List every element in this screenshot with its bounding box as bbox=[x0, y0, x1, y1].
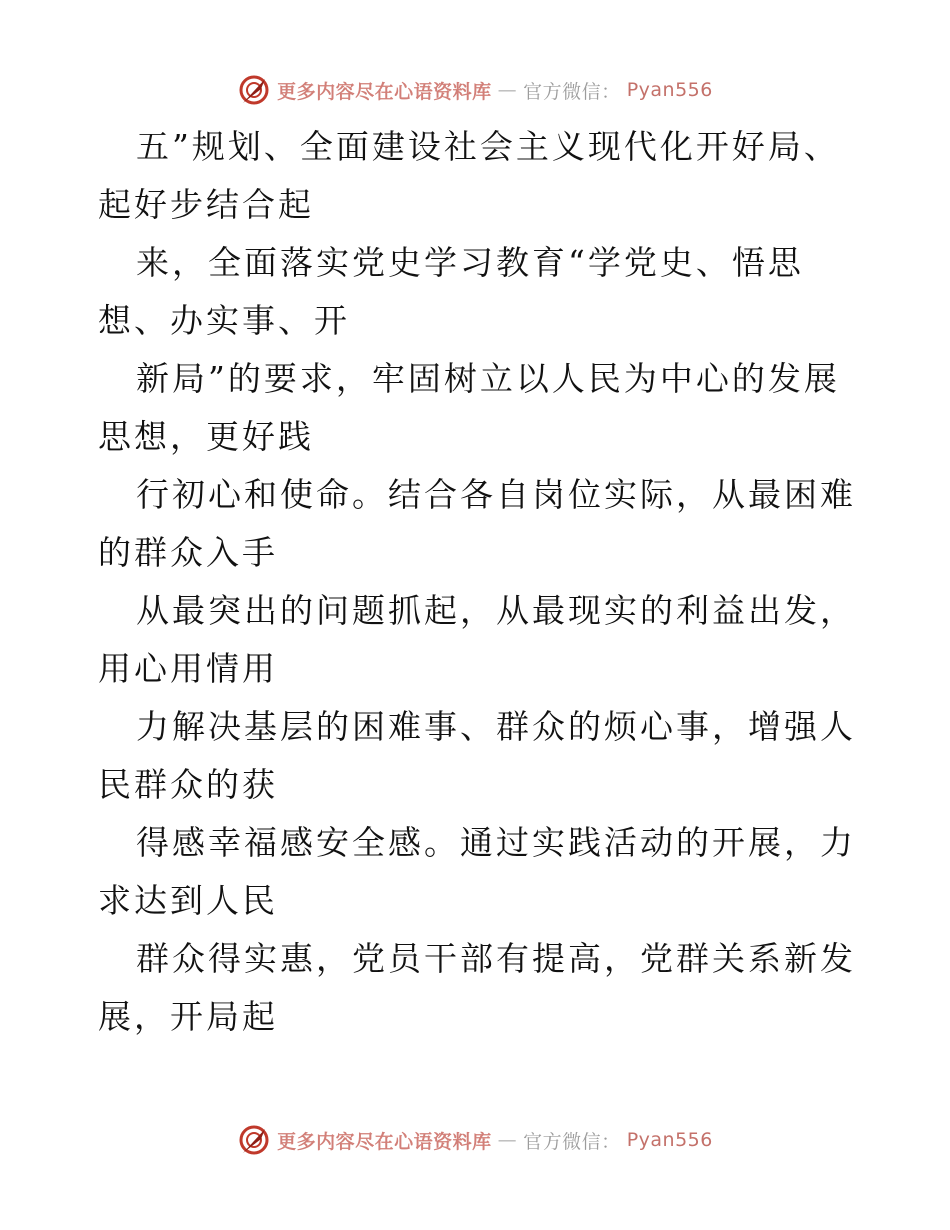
watermark-label: 官方微信： bbox=[523, 1130, 621, 1153]
paragraph-line: 五”规划、全面建设社会主义现代化开好局、起好步结合起 bbox=[98, 127, 840, 224]
paragraph-line: 从最突出的问题抓起，从最现实的利益出发，用心用情用 bbox=[98, 591, 856, 688]
paragraph-line: 新局”的要求，牢固树立以人民为中心的发展思想，更好践 bbox=[98, 359, 840, 456]
watermark-label: 官方微信： bbox=[523, 80, 621, 103]
watermark-main-text: 更多内容尽在心语资料库 bbox=[277, 80, 492, 103]
paragraph-line: 行初心和使命。结合各自岗位实际，从最困难的群众入手 bbox=[98, 475, 856, 572]
watermark-main-text: 更多内容尽在心语资料库 bbox=[277, 1130, 492, 1153]
paragraph-line: 来，全面落实党史学习教育“学党史、悟思想、办实事、开 bbox=[98, 243, 804, 340]
watermark-account: Pyan556 bbox=[626, 79, 713, 101]
red-quill-circle-icon bbox=[237, 1123, 271, 1157]
header-watermark bbox=[0, 70, 950, 110]
watermark-dash: — bbox=[497, 79, 518, 101]
paragraph-line: 群众得实惠，党员干部有提高，党群关系新发展，开局起 bbox=[98, 939, 856, 1036]
document-body bbox=[98, 118, 858, 1046]
red-quill-circle-icon bbox=[237, 73, 271, 107]
footer-watermark bbox=[0, 1120, 950, 1160]
paragraph-line: 力解决基层的困难事、群众的烦心事，增强人民群众的获 bbox=[98, 707, 856, 804]
watermark-dash: — bbox=[497, 1129, 518, 1151]
paragraph-line: 得感幸福感安全感。通过实践活动的开展，力求达到人民 bbox=[98, 823, 856, 920]
watermark-account: Pyan556 bbox=[626, 1129, 713, 1151]
